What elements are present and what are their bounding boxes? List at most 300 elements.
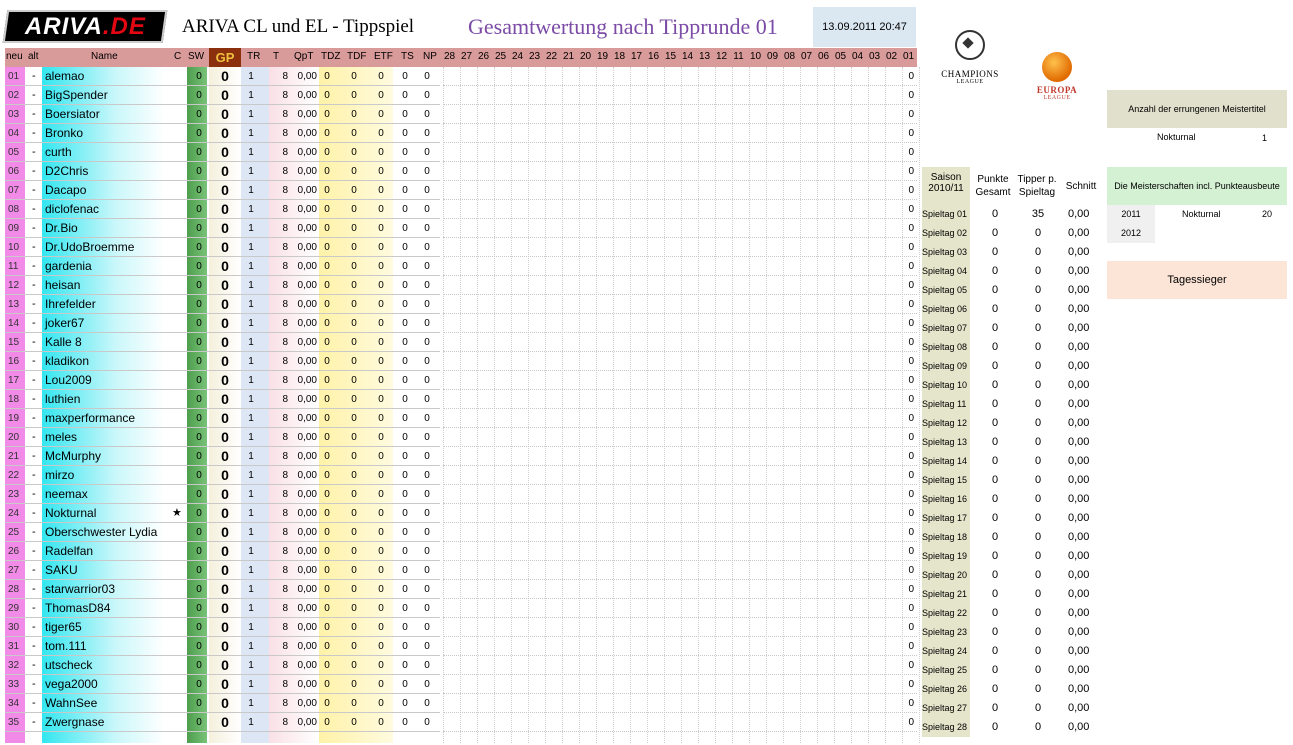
daily-winner-text: Tagessieger	[1167, 274, 1227, 286]
gp-cell: 0	[221, 505, 229, 521]
col-round: 03	[868, 51, 881, 62]
round01-cell: 0	[908, 166, 914, 177]
tdf-cell: 0	[351, 71, 357, 82]
table-row[interactable]	[0, 656, 918, 675]
row-divider	[5, 142, 440, 143]
col-t: T	[273, 51, 280, 62]
move-cell: -	[32, 146, 36, 158]
np-cell: 0	[424, 451, 430, 462]
matchday-points: 0	[992, 474, 999, 486]
matchday-tippers: 0	[1034, 455, 1042, 467]
col-round: 07	[800, 51, 813, 62]
move-cell: -	[32, 697, 36, 709]
row-divider	[5, 674, 440, 675]
qpt-cell: 0,00	[297, 242, 317, 253]
move-cell: -	[32, 621, 36, 633]
col-round: 27	[460, 51, 473, 62]
t-cell: 8	[282, 109, 288, 120]
tdz-cell: 0	[324, 679, 330, 690]
championship-points-2011: 20	[1262, 209, 1273, 219]
season-row	[922, 604, 1102, 623]
rank-cell: 01	[8, 71, 20, 82]
matchday-tippers: 0	[1034, 322, 1042, 334]
matchday-label: Spieltag 05	[922, 281, 970, 300]
row-divider-dotted	[443, 408, 917, 409]
ts-cell: 0	[402, 337, 408, 348]
row-divider	[5, 693, 440, 694]
player-name: BigSpender	[45, 88, 108, 102]
tdz-cell: 0	[324, 489, 330, 500]
matchday-tippers: 0	[1034, 702, 1042, 714]
rank-cell: 22	[8, 470, 20, 481]
row-divider-dotted	[443, 370, 917, 371]
matchday-average: 0,00	[1068, 626, 1090, 638]
matchday-tippers: 0	[1034, 607, 1042, 619]
table-row[interactable]	[0, 485, 918, 504]
row-divider	[5, 655, 440, 656]
ts-cell: 0	[402, 394, 408, 405]
tdf-cell: 0	[351, 584, 357, 595]
t-cell: 8	[282, 71, 288, 82]
t-cell: 8	[282, 204, 288, 215]
rank-cell: 18	[8, 394, 20, 405]
season-row	[922, 376, 1102, 395]
tr-cell: 1	[248, 375, 254, 386]
tr-cell: 1	[248, 147, 254, 158]
table-row[interactable]	[0, 333, 918, 352]
col-np: NP	[423, 51, 437, 62]
rank-cell: 35	[8, 717, 20, 728]
np-cell: 0	[424, 356, 430, 367]
etf-cell: 0	[378, 698, 384, 709]
season-row	[922, 585, 1102, 604]
ts-cell: 0	[402, 717, 408, 728]
etf-cell: 0	[378, 223, 384, 234]
move-cell: -	[32, 298, 36, 310]
t-cell: 8	[282, 698, 288, 709]
col-c: C	[174, 51, 182, 62]
player-name: mirzo	[45, 468, 75, 482]
gp-cell: 0	[221, 638, 229, 654]
tdf-cell: 0	[351, 147, 357, 158]
matchday-points: 0	[992, 493, 999, 505]
np-cell: 0	[424, 470, 430, 481]
table-row[interactable]	[0, 352, 918, 371]
tdf-cell: 0	[351, 565, 357, 576]
table-row[interactable]	[0, 124, 918, 143]
qpt-cell: 0,00	[297, 489, 317, 500]
matchday-tippers: 0	[1034, 721, 1042, 733]
move-cell: -	[32, 241, 36, 253]
move-cell: -	[32, 317, 36, 329]
gp-cell: 0	[221, 201, 229, 217]
ts-cell: 0	[402, 508, 408, 519]
t-cell: 8	[282, 432, 288, 443]
grid-line	[698, 67, 699, 743]
move-cell: -	[32, 583, 36, 595]
col-round: 21	[562, 51, 575, 62]
etf-cell: 0	[378, 356, 384, 367]
titles-heading-text: Anzahl der errungenen Meistertitel	[1128, 104, 1266, 114]
col-etf: ETF	[374, 51, 393, 62]
round01-cell: 0	[908, 603, 914, 614]
average-header	[1060, 167, 1102, 205]
table-row[interactable]	[0, 447, 918, 466]
etf-cell: 0	[378, 641, 384, 652]
tdf-cell: 0	[351, 641, 357, 652]
table-row[interactable]	[0, 561, 918, 580]
tr-cell: 1	[248, 717, 254, 728]
col-round: 20	[579, 51, 592, 62]
etf-cell: 0	[378, 204, 384, 215]
row-divider-dotted	[443, 275, 917, 276]
table-row[interactable]	[0, 618, 918, 637]
col-neu: neu	[6, 51, 23, 62]
t-cell: 8	[282, 375, 288, 386]
move-cell: -	[32, 260, 36, 272]
tdz-cell: 0	[324, 698, 330, 709]
el-line1: EUROPA	[1036, 85, 1078, 95]
tdz-cell: 0	[324, 451, 330, 462]
ts-cell: 0	[402, 356, 408, 367]
matchday-tippers: 0	[1034, 417, 1042, 429]
matchday-average: 0,00	[1068, 322, 1090, 334]
table-row[interactable]	[0, 599, 918, 618]
matchday-points: 0	[992, 227, 999, 239]
row-divider-dotted	[443, 351, 917, 352]
row-divider	[5, 731, 440, 732]
gp-cell: 0	[221, 220, 229, 236]
np-cell: 0	[424, 584, 430, 595]
table-row[interactable]	[0, 181, 918, 200]
qpt-cell: 0,00	[297, 147, 317, 158]
move-cell: -	[32, 108, 36, 120]
player-name: Radelfan	[45, 544, 94, 558]
grid-line	[817, 67, 818, 743]
grid-line	[613, 67, 614, 743]
t-cell: 8	[282, 356, 288, 367]
table-row[interactable]	[0, 200, 918, 219]
table-row[interactable]	[0, 257, 918, 276]
round01-cell: 0	[908, 318, 914, 329]
matchday-label: Spieltag 10	[922, 376, 970, 395]
table-row[interactable]	[0, 371, 918, 390]
logo-text-b: .DE	[102, 12, 146, 40]
table-row[interactable]	[0, 675, 918, 694]
matchday-label: Spieltag 08	[922, 338, 970, 357]
t-cell: 8	[282, 90, 288, 101]
table-row[interactable]	[0, 390, 918, 409]
qpt-cell: 0,00	[297, 698, 317, 709]
move-cell: -	[32, 564, 36, 576]
col-round: 18	[613, 51, 626, 62]
qpt-cell: 0,00	[297, 641, 317, 652]
row-divider	[5, 313, 440, 314]
table-row[interactable]	[0, 580, 918, 599]
move-cell: -	[32, 89, 36, 101]
table-row[interactable]	[0, 428, 918, 447]
np-cell: 0	[424, 71, 430, 82]
ts-cell: 0	[402, 299, 408, 310]
matchday-average: 0,00	[1068, 664, 1090, 676]
table-row[interactable]	[0, 504, 918, 523]
table-row[interactable]	[0, 105, 918, 124]
championship-year-2011: 2011	[1107, 205, 1155, 224]
table-row[interactable]	[0, 713, 918, 732]
tdf-cell: 0	[351, 261, 357, 272]
matchday-label: Spieltag 18	[922, 528, 970, 547]
move-cell: -	[32, 355, 36, 367]
table-row[interactable]	[0, 295, 918, 314]
table-row[interactable]	[0, 143, 918, 162]
t-cell: 8	[282, 584, 288, 595]
matchday-tippers: 0	[1034, 645, 1042, 657]
player-name: heisan	[45, 278, 81, 292]
season-row	[922, 623, 1102, 642]
table-row[interactable]	[0, 314, 918, 333]
matchday-tippers: 0	[1034, 284, 1042, 296]
tdf-cell: 0	[351, 603, 357, 614]
grid-line	[579, 67, 580, 743]
table-row[interactable]	[0, 238, 918, 257]
gp-cell: 0	[221, 657, 229, 673]
player-name: tiger65	[45, 620, 82, 634]
rank-cell: 12	[8, 280, 20, 291]
row-divider-dotted	[443, 617, 917, 618]
np-cell: 0	[424, 242, 430, 253]
round01-cell: 0	[908, 280, 914, 291]
etf-cell: 0	[378, 242, 384, 253]
sw-cell: 0	[196, 375, 202, 386]
ariva-logo[interactable]	[3, 10, 168, 43]
etf-cell: 0	[378, 166, 384, 177]
row-divider-dotted	[443, 446, 917, 447]
season-row	[922, 414, 1102, 433]
move-cell: -	[32, 374, 36, 386]
row-divider-dotted	[443, 123, 917, 124]
table-row[interactable]	[0, 409, 918, 428]
gp-cell: 0	[221, 315, 229, 331]
sw-cell: 0	[196, 337, 202, 348]
qpt-cell: 0,00	[297, 451, 317, 462]
player-name: neemax	[45, 487, 88, 501]
move-cell: -	[32, 165, 36, 177]
tr-cell: 1	[248, 242, 254, 253]
rank-cell: 14	[8, 318, 20, 329]
row-divider-dotted	[443, 142, 917, 143]
np-cell: 0	[424, 508, 430, 519]
etf-cell: 0	[378, 622, 384, 633]
ts-cell: 0	[402, 622, 408, 633]
etf-cell: 0	[378, 470, 384, 481]
tdf-cell: 0	[351, 527, 357, 538]
round01-cell: 0	[908, 698, 914, 709]
matchday-label: Spieltag 06	[922, 300, 970, 319]
row-divider	[5, 104, 440, 105]
np-cell: 0	[424, 337, 430, 348]
tdz-cell: 0	[324, 641, 330, 652]
grid-line	[596, 67, 597, 743]
grid-line	[715, 67, 716, 743]
matchday-points: 0	[992, 569, 999, 581]
etf-cell: 0	[378, 603, 384, 614]
move-cell: -	[32, 507, 36, 519]
row-divider	[5, 712, 440, 713]
tr-cell: 1	[248, 204, 254, 215]
qpt-cell: 0,00	[297, 603, 317, 614]
tr-cell: 1	[248, 299, 254, 310]
row-divider	[5, 351, 440, 352]
tdz-cell: 0	[324, 147, 330, 158]
europa-ball-icon	[1042, 52, 1072, 82]
rank-cell: 21	[8, 451, 20, 462]
grid-line	[851, 67, 852, 743]
tdz-cell: 0	[324, 394, 330, 405]
matchday-points: 0	[992, 303, 999, 315]
table-row[interactable]	[0, 466, 918, 485]
rank-cell: 27	[8, 565, 20, 576]
qpt-cell: 0,00	[297, 584, 317, 595]
col-round: 05	[834, 51, 847, 62]
tr-cell: 1	[248, 128, 254, 139]
player-name: Lou2009	[45, 373, 92, 387]
ts-cell: 0	[402, 641, 408, 652]
ts-cell: 0	[402, 546, 408, 557]
qpt-cell: 0,00	[297, 508, 317, 519]
row-divider-dotted	[443, 256, 917, 257]
round01-cell: 0	[908, 584, 914, 595]
row-divider	[5, 275, 440, 276]
grid-line	[443, 67, 444, 743]
t-cell: 8	[282, 489, 288, 500]
move-cell: -	[32, 450, 36, 462]
table-row[interactable]	[0, 67, 918, 86]
qpt-cell: 0,00	[297, 337, 317, 348]
championship-year-2012: 2012	[1107, 224, 1155, 243]
sw-cell: 0	[196, 432, 202, 443]
gp-cell: 0	[221, 562, 229, 578]
move-cell: -	[32, 545, 36, 557]
move-cell: -	[32, 412, 36, 424]
row-divider	[5, 465, 440, 466]
t-cell: 8	[282, 223, 288, 234]
season-row	[922, 262, 1102, 281]
np-cell: 0	[424, 603, 430, 614]
tdz-cell: 0	[324, 375, 330, 386]
season-row	[922, 319, 1102, 338]
sw-cell: 0	[196, 584, 202, 595]
table-row[interactable]	[0, 219, 918, 238]
matchday-tippers: 35	[1031, 208, 1045, 220]
etf-cell: 0	[378, 432, 384, 443]
matchday-tippers: 0	[1034, 379, 1042, 391]
matchday-average: 0,00	[1068, 512, 1090, 524]
season-year: 2010/11	[928, 183, 964, 194]
gp-cell: 0	[221, 410, 229, 426]
qpt-cell: 0,00	[297, 261, 317, 272]
row-divider	[5, 446, 440, 447]
np-cell: 0	[424, 185, 430, 196]
grid-line	[766, 67, 767, 743]
rank-cell: 24	[8, 508, 20, 519]
col-sw: SW	[188, 51, 205, 62]
matchday-average: 0,00	[1068, 474, 1090, 486]
matchday-label: Spieltag 24	[922, 642, 970, 661]
player-name: utscheck	[45, 658, 93, 672]
table-row[interactable]	[0, 276, 918, 295]
season-row	[922, 300, 1102, 319]
t-cell: 8	[282, 679, 288, 690]
gp-cell: 0	[221, 486, 229, 502]
championship-winner-2011: Nokturnal	[1182, 209, 1221, 219]
tdf-cell: 0	[351, 109, 357, 120]
np-cell: 0	[424, 375, 430, 386]
matchday-points: 0	[992, 322, 999, 334]
championships-heading-text: Die Meisterschaften incl. Punkteausbeute	[1114, 181, 1280, 191]
table-header	[5, 48, 917, 67]
gp-cell: 0	[221, 714, 229, 730]
table-row[interactable]	[0, 542, 918, 561]
titles-player: Nokturnal	[1157, 132, 1196, 142]
gp-cell: 0	[221, 429, 229, 445]
round01-cell: 0	[908, 90, 914, 101]
tr-cell: 1	[248, 698, 254, 709]
qpt-cell: 0,00	[297, 394, 317, 405]
row-divider	[5, 294, 440, 295]
tdz-cell: 0	[324, 223, 330, 234]
player-name: alemao	[45, 69, 85, 83]
table-row[interactable]	[0, 694, 918, 713]
tdf-cell: 0	[351, 299, 357, 310]
tdz-cell: 0	[324, 128, 330, 139]
table-row[interactable]	[0, 637, 918, 656]
np-cell: 0	[424, 679, 430, 690]
np-cell: 0	[424, 223, 430, 234]
season-row	[922, 718, 1102, 737]
ts-cell: 0	[402, 71, 408, 82]
np-cell: 0	[424, 299, 430, 310]
row-divider	[5, 617, 440, 618]
matchday-label: Spieltag 02	[922, 224, 970, 243]
rank-cell: 09	[8, 223, 20, 234]
matchday-label: Spieltag 03	[922, 243, 970, 262]
matchday-tippers: 0	[1034, 569, 1042, 581]
matchday-average: 0,00	[1068, 531, 1090, 543]
qpt-cell: 0,00	[297, 413, 317, 424]
tr-cell: 1	[248, 413, 254, 424]
ts-cell: 0	[402, 375, 408, 386]
matchday-label: Spieltag 15	[922, 471, 970, 490]
np-cell: 0	[424, 622, 430, 633]
season-row	[922, 699, 1102, 718]
sw-cell: 0	[196, 280, 202, 291]
matchday-points: 0	[992, 588, 999, 600]
gp-cell: 0	[221, 277, 229, 293]
round01-cell: 0	[908, 470, 914, 481]
table-row[interactable]	[0, 86, 918, 105]
qpt-cell: 0,00	[297, 299, 317, 310]
tdf-cell: 0	[351, 413, 357, 424]
row-divider-dotted	[443, 313, 917, 314]
row-divider-dotted	[443, 522, 917, 523]
rank-cell: 33	[8, 679, 20, 690]
table-row[interactable]	[0, 162, 918, 181]
ts-cell: 0	[402, 470, 408, 481]
table-row[interactable]	[0, 523, 918, 542]
matchday-points: 0	[992, 607, 999, 619]
tr-cell: 1	[248, 603, 254, 614]
season-header	[922, 167, 970, 205]
